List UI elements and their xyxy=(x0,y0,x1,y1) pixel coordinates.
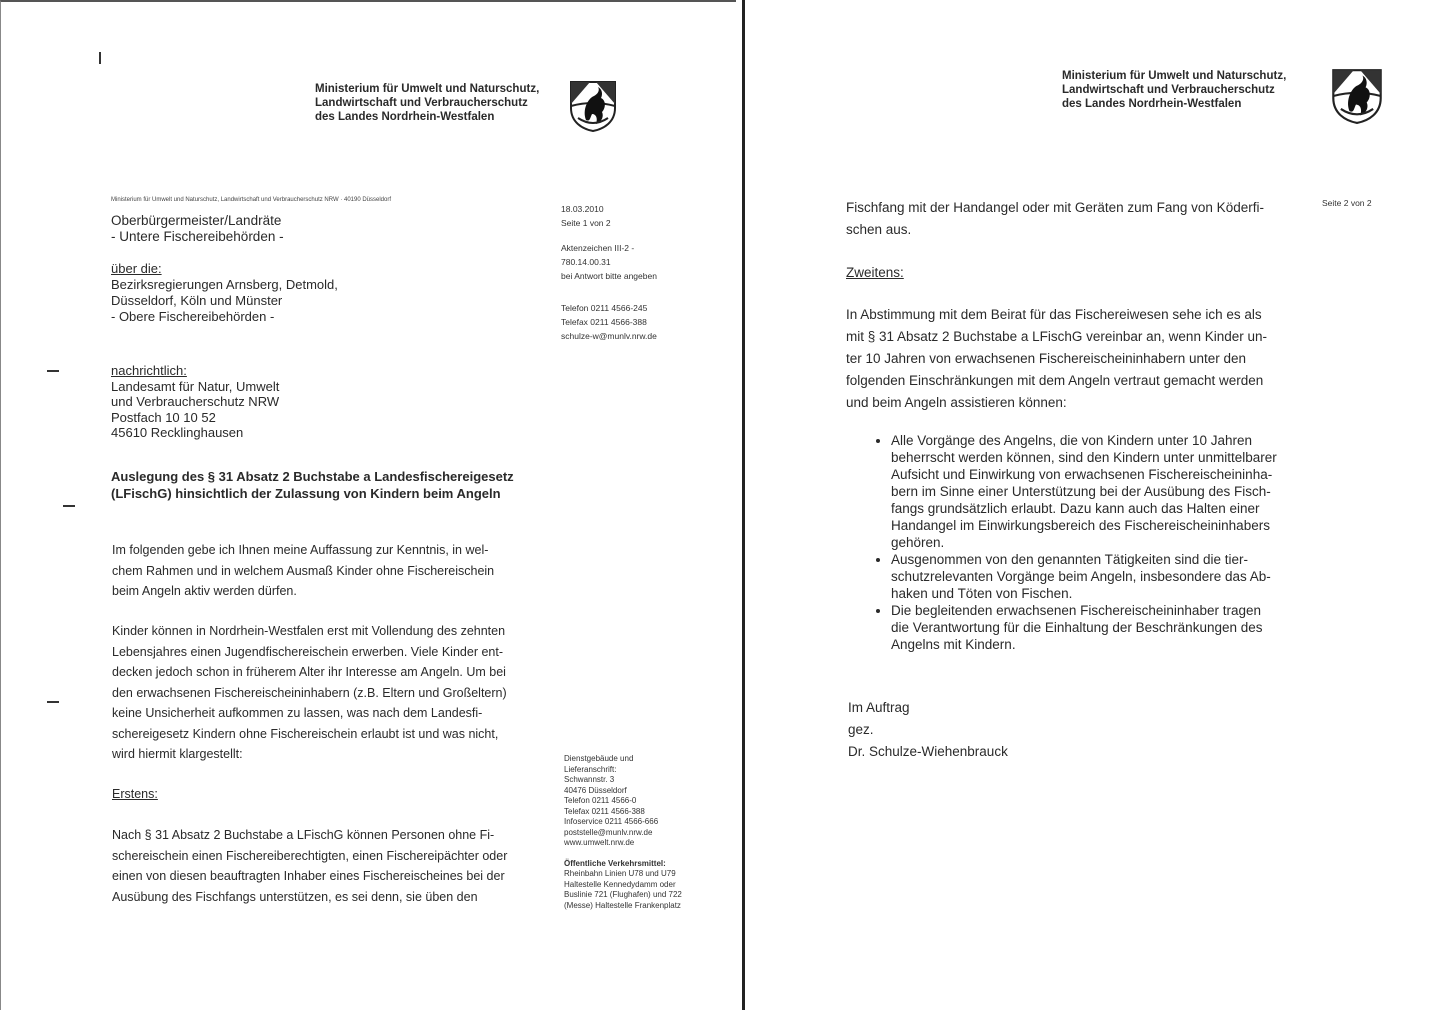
heading-second: Zweitens: xyxy=(846,265,904,280)
ministry-sidebar xyxy=(564,754,682,911)
sidebar-line: 40476 Düsseldorf xyxy=(564,785,627,795)
ministry-line: des Landes Nordrhein-Westfalen xyxy=(1062,98,1242,110)
ministry-header xyxy=(315,82,539,124)
closing-line: gez. xyxy=(848,722,874,737)
restrictions-list xyxy=(847,432,1277,653)
contact-line: Telefax 0211 4566-388 xyxy=(561,317,647,327)
text-line: einen von diesen beauftragten Inhaber eines Fischereischeines bei der xyxy=(112,869,505,883)
list-item xyxy=(891,432,1277,551)
sidebar-line: Öffentliche Verkehrsmittel: xyxy=(564,858,666,868)
paragraph-intro xyxy=(112,540,494,602)
sidebar-line: Infoservice 0211 4566-666 xyxy=(564,817,659,826)
text-line: folgenden Einschränkungen mit dem Angeln vertraut gemacht werden xyxy=(846,373,1264,388)
subject-line: (LFischG) hinsichtlich der Zulassung von Kindern beim Angeln xyxy=(111,486,501,501)
signature-name: Dr. Schulze-Wiehenbrauck xyxy=(848,744,1008,759)
sidebar-line: poststelle@munlv.nrw.de xyxy=(564,827,653,837)
ministry-line: Ministerium für Umwelt und Naturschutz, xyxy=(315,83,540,95)
contact-line: Telefon 0211 4566-245 xyxy=(561,303,648,313)
text-line: schen aus. xyxy=(846,222,912,237)
sidebar-line: (Messe) Haltestelle Frankenplatz xyxy=(564,900,681,910)
via-block xyxy=(111,261,338,325)
text-line: Fischfang mit der Handangel oder mit Geräten zum Fang von Köderfi- xyxy=(846,200,1264,215)
text-line: und beim Angeln assistieren können: xyxy=(846,395,1067,410)
text-line: Ausübung des Fischfangs unterstützen, es sei denn, sie üben den xyxy=(112,889,478,904)
text-line: Im folgenden gebe ich Ihnen meine Auffassung zur Kenntnis, in wel- xyxy=(112,543,489,557)
reference-line: Aktenzeichen III-2 - xyxy=(561,243,635,253)
cc-block xyxy=(111,363,279,441)
fold-mark xyxy=(47,701,59,703)
ministry-line: des Landes Nordrhein-Westfalen xyxy=(315,111,495,123)
text-line: Handangel im Einwirkungsbereich des Fischereischeininhabers xyxy=(891,518,1270,533)
recipient-line: Oberbürgermeister/Landräte xyxy=(111,213,282,228)
sender-line: Ministerium für Umwelt und Naturschutz, Landwirtschaft und Verbraucherschutz NRW · 40190 Düsseldorf xyxy=(111,197,392,203)
sidebar-line: Rheinbahn Linien U78 und U79 xyxy=(564,869,676,878)
text-line: • Die begleitenden erwachsenen Fischereischeininhaber tragen xyxy=(891,603,1261,618)
sidebar-line: Dienstgebäude und xyxy=(564,754,634,763)
page-number: Seite 1 von 2 xyxy=(561,218,611,228)
sidebar-line: Telefon 0211 4566-0 xyxy=(564,796,637,805)
reference-line: 780.14.00.31 xyxy=(561,257,611,267)
text-line: Aufsicht und Einwirkung von erwachsenen Fischereischeininha- xyxy=(891,467,1273,482)
paragraph-background xyxy=(112,621,507,765)
letter-meta xyxy=(561,202,657,343)
reference-line: bei Antwort bitte angeben xyxy=(561,271,657,281)
nrw-coat-of-arms-icon xyxy=(568,80,618,132)
via-line: Düsseldorf, Köln und Münster xyxy=(111,293,283,308)
nrw-coat-of-arms-icon xyxy=(1330,68,1384,124)
paragraph-first xyxy=(112,825,507,907)
ministry-header xyxy=(1062,69,1286,111)
paragraph-continuation xyxy=(846,197,1264,241)
via-line: Bezirksregierungen Arnsberg, Detmold, xyxy=(111,277,338,292)
sidebar-line: www.umwelt.nrw.de xyxy=(564,838,635,847)
list-item xyxy=(891,551,1277,602)
letter-date: 18.03.2010 xyxy=(561,204,604,214)
ministry-line: Landwirtschaft und Verbraucherschutz xyxy=(315,97,528,109)
recipient-block xyxy=(111,213,284,245)
recipient-line: - Untere Fischereibehörden - xyxy=(111,229,284,244)
sidebar-line: Telefax 0211 4566-388 xyxy=(564,806,645,816)
page-number: Seite 2 von 2 xyxy=(1322,198,1372,208)
page-divider xyxy=(742,0,745,1010)
list-item xyxy=(891,602,1277,653)
sidebar-line: Lieferanschrift: xyxy=(564,764,617,774)
text-line: wird hiermit klargestellt: xyxy=(112,747,243,761)
paragraph-second xyxy=(846,304,1267,414)
sidebar-line: Buslinie 721 (Flughafen) und 722 xyxy=(564,890,682,899)
text-line: die Verantwortung für die Einhaltung der Beschränkungen des xyxy=(891,620,1263,635)
text-line: chem Rahmen und in welchem Ausmaß Kinder ohne Fischereischein xyxy=(112,563,495,578)
text-line: bern im Sinne einer Unterstützung bei der Ausübung des Fisch- xyxy=(891,484,1271,499)
cc-label: nachrichtlich: xyxy=(111,363,187,378)
cc-line: Landesamt für Natur, Umwelt xyxy=(111,378,280,394)
text-line: Nach § 31 Absatz 2 Buchstabe a LFischG können Personen ohne Fi- xyxy=(112,828,495,842)
contact-line: schulze-w@munlv.nrw.de xyxy=(561,331,657,341)
subject-line: Auslegung des § 31 Absatz 2 Buchstabe a Landesfischereigesetz xyxy=(111,469,514,484)
via-line: - Obere Fischereibehörden - xyxy=(111,309,275,324)
text-line: mit § 31 Absatz 2 Buchstabe a LFischG vereinbar an, wenn Kinder un- xyxy=(846,329,1267,344)
sidebar-line: Haltestelle Kennedydamm oder xyxy=(564,879,676,889)
text-line: schereischein einen Fischereiberechtigten, einen Fischereipächter oder xyxy=(112,848,508,863)
cc-line: und Verbraucherschutz NRW xyxy=(111,394,280,409)
text-line: beherrscht werden können, sind den Kindern unter unmittelbarer xyxy=(891,450,1277,465)
cc-line: 45610 Recklinghausen xyxy=(111,425,244,440)
fold-mark xyxy=(63,505,75,507)
text-line: fangs grundsätzlich erlaubt. Dazu kann auch das Halten einer xyxy=(891,501,1260,516)
text-line: schereigesetz Kindern ohne Fischereischein erlaubt ist und was nicht, xyxy=(112,726,499,741)
fold-mark xyxy=(47,370,59,372)
via-label: über die: xyxy=(111,261,162,276)
text-line: • Ausgenommen von den genannten Tätigkeiten sind die tier- xyxy=(891,552,1248,567)
subject xyxy=(111,468,514,502)
text-line: In Abstimmung mit dem Beirat für das Fischereiwesen sehe ich es als xyxy=(846,307,1262,322)
sidebar-line: Schwannstr. 3 xyxy=(564,775,615,784)
text-line: decken jedoch schon in früherem Alter ihr Interesse am Angeln. Um bei xyxy=(112,665,506,679)
text-line: schutzrelevanten Vorgänge beim Angeln, insbesondere das Ab- xyxy=(891,569,1271,584)
ministry-line: Landwirtschaft und Verbraucherschutz xyxy=(1062,84,1275,96)
text-line: Kinder können in Nordrhein-Westfalen erst mit Vollendung des zehnten xyxy=(112,624,506,638)
text-line: haken und Töten von Fischen. xyxy=(891,586,1073,601)
closing xyxy=(848,697,1008,763)
ministry-line: Ministerium für Umwelt und Naturschutz, xyxy=(1062,70,1287,82)
text-line: Lebensjahres einen Jugendfischereischein erwerben. Viele Kinder ent- xyxy=(112,644,503,659)
letter-page-2 xyxy=(752,0,1456,1010)
heading-first: Erstens: xyxy=(112,787,158,801)
text-line: beim Angeln aktiv werden dürfen. xyxy=(112,584,297,598)
text-line: keine Unsicherheit aufkommen zu lassen, was nach dem Landesfi- xyxy=(112,706,483,720)
text-line: Angelns mit Kindern. xyxy=(891,637,1016,652)
text-line: • Alle Vorgänge des Angelns, die von Kindern unter 10 Jahren xyxy=(891,433,1253,448)
closing-line: Im Auftrag xyxy=(848,700,910,715)
text-line: ter 10 Jahren von erwachsenen Fischereischeininhabern unter den xyxy=(846,351,1246,366)
text-line: den erwachsenen Fischereischeininhabern (z.B. Eltern und Großeltern) xyxy=(112,685,507,700)
cc-line: Postfach 10 10 52 xyxy=(111,409,216,425)
punch-mark xyxy=(99,52,101,64)
text-line: gehören. xyxy=(891,535,945,550)
